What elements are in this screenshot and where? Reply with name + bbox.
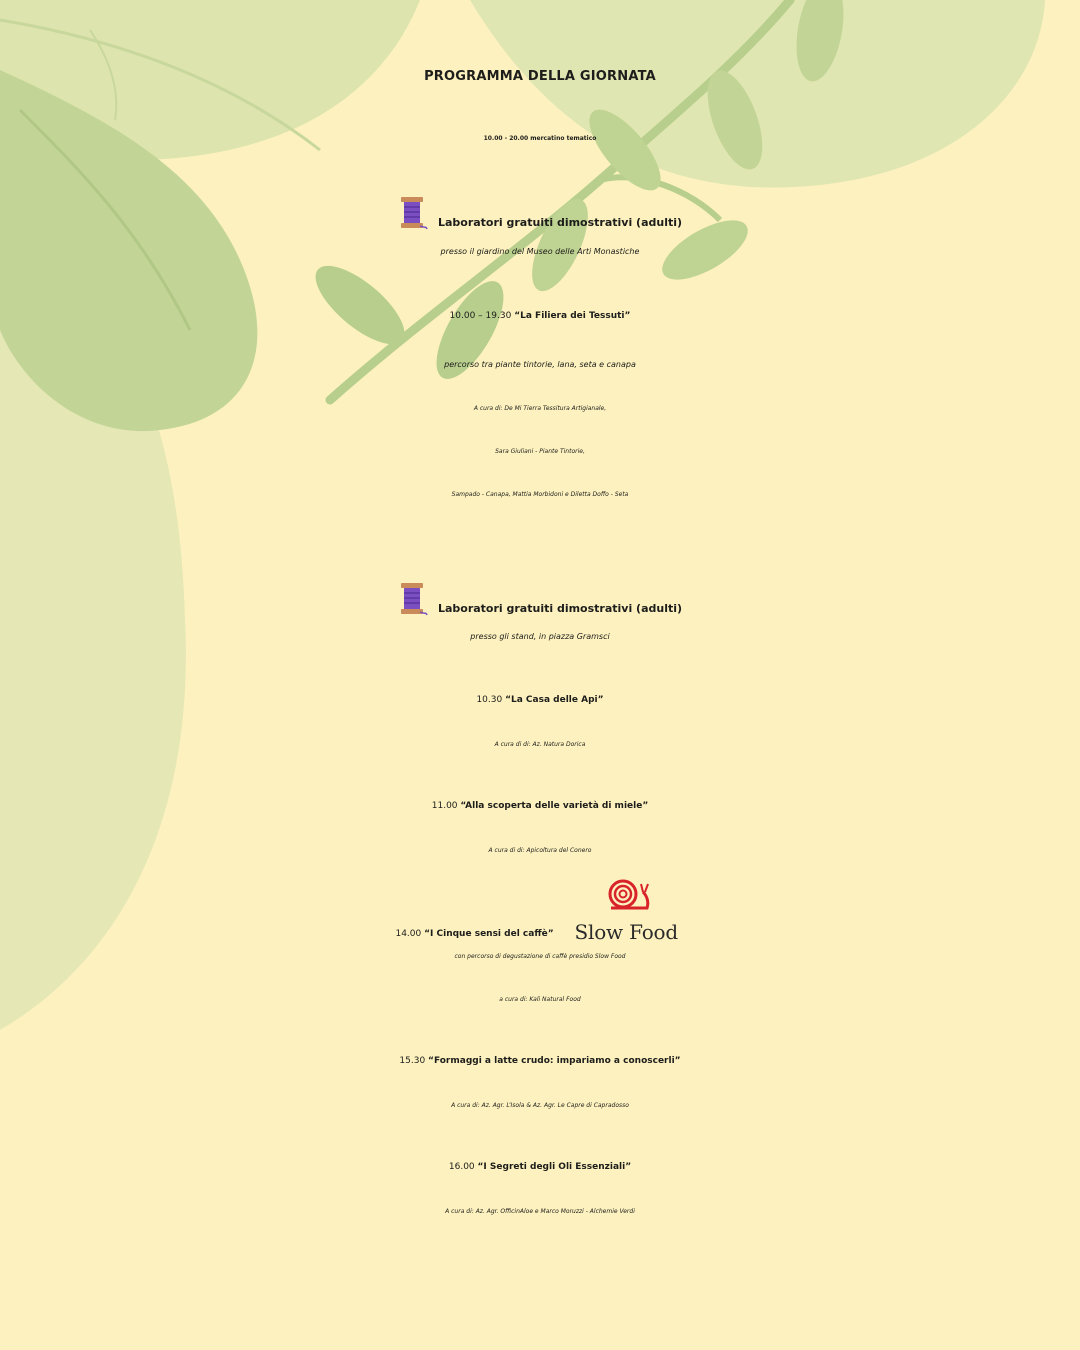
event-title-line <box>0 1057 1080 1066</box>
event-credit: con percorso di degustazione di caffè presidio Slow Food <box>454 953 626 960</box>
page-title: PROGRAMMA DELLA GIORNATA <box>424 69 656 84</box>
section-heading-text: Laboratori gratuiti dimostrativi (adulti) <box>437 216 683 229</box>
event-time: 11.00 <box>431 801 458 811</box>
event-title: “La Filiera dei Tessuti” <box>514 311 631 321</box>
event-time: 10.30 <box>476 695 503 705</box>
event-credit: A cura di: De Mi Tierra Tessitura Artigianale, <box>473 405 607 412</box>
slow-food-logo <box>575 908 685 942</box>
event-time: 10.00 – 19.30 <box>449 311 512 321</box>
section-location: presso il giardino del Museo delle Arti Monastiche <box>440 247 640 256</box>
event-title-line <box>0 802 1080 811</box>
market-hours: 10.00 - 20.00 mercatino tematico <box>483 135 597 142</box>
thread-spool-icon <box>398 196 428 230</box>
event-credit: A cura di di: Apicoltura del Conero <box>488 847 592 854</box>
thread-spool-icon <box>398 582 428 616</box>
event-credit: Sara Giuliani - Piante Tintorie, <box>495 448 585 455</box>
section-heading <box>0 196 1080 230</box>
section-heading-text: Laboratori gratuiti dimostrativi (adulti) <box>437 602 683 615</box>
event-credit: A cura di: Az. Agr. L’Isola & Az. Agr. Le Capre di Capradosso <box>451 1102 629 1109</box>
event-title: “I Cinque sensi del caffè” <box>424 929 554 939</box>
event-credit: A cura di di: Az. Natura Dorica <box>494 741 586 748</box>
event-title-line <box>0 908 1080 942</box>
event-title: “I Segreti degli Oli Essenziali” <box>477 1162 632 1172</box>
event-credit: a cura di: Kali Natural Food <box>499 996 581 1003</box>
event-title: “Formaggi a latte crudo: impariamo a conoscerli” <box>428 1056 681 1066</box>
snail-icon <box>607 878 651 912</box>
event-time: 14.00 <box>395 929 422 939</box>
event-title-line <box>0 1163 1080 1172</box>
event-credit: A cura di: Az. Agr. OfficinAloe e Marco Moruzzi - Alchemie Verdi <box>445 1208 635 1215</box>
section-heading <box>0 582 1080 616</box>
event-title: “Alla scoperta delle varietà di miele” <box>460 801 649 811</box>
event-time: 16.00 <box>448 1162 475 1172</box>
slow-food-wordmark: Slow Food <box>574 920 678 944</box>
event-title: “La Casa delle Api” <box>505 695 604 705</box>
event-title-line <box>0 312 1080 321</box>
event-description: percorso tra piante tintorie, lana, seta e canapa <box>444 360 636 369</box>
event-time: 15.30 <box>399 1056 426 1066</box>
event-title-line <box>0 696 1080 705</box>
event-credit: Sampado - Canapa, Mattia Morbidoni e Diletta Doffo - Seta <box>451 491 629 498</box>
section-location: presso gli stand, in piazza Gramsci <box>470 632 610 641</box>
